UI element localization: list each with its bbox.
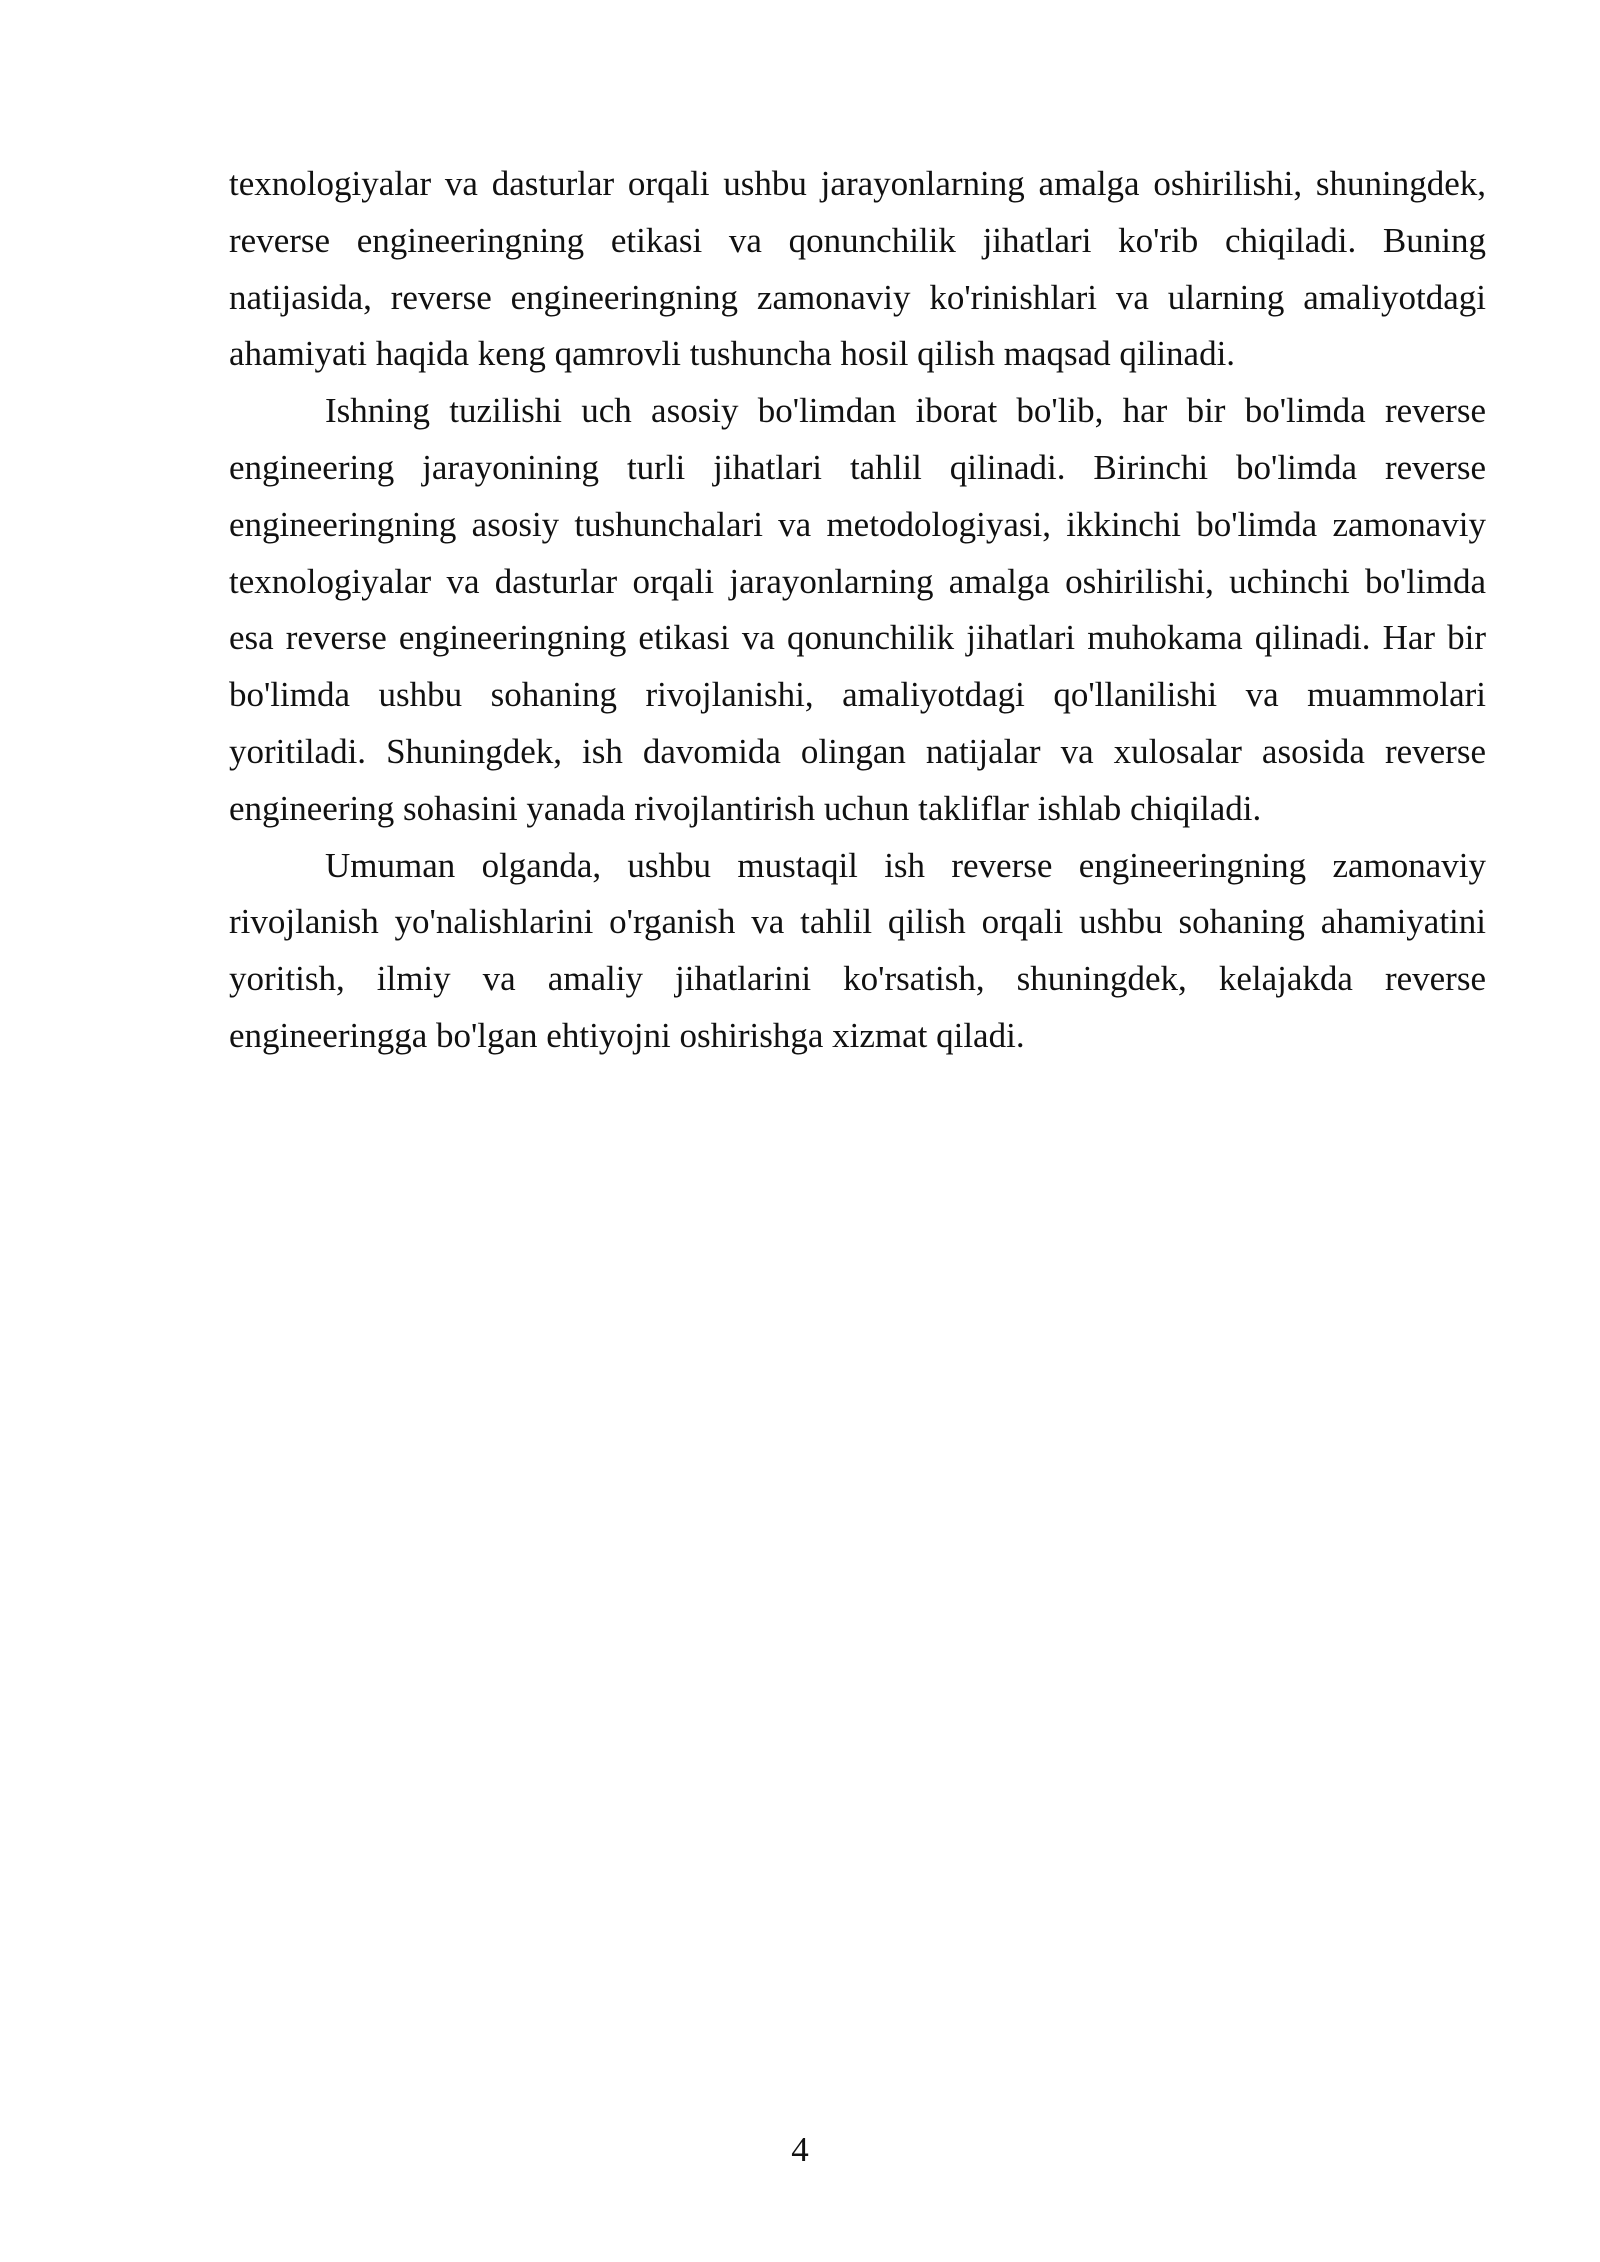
- paragraph-conclusion: Umuman olganda, ushbu mustaqil ish reverse engineeringning zamonaviy rivojlanish yo'nalishlarini o'rganish va tahlil qilish orqali ushbu sohaning ahamiyatini yoritish, ilmiy va amaliy jihatlarini ko'rsatish, shuningdek, kelajakda reverse engineeringga bo'lgan ehtiyojni oshirishga xizmat qiladi.: [229, 845, 1486, 1055]
- page-number: 4: [791, 2130, 809, 2169]
- paragraph-structure: Ishning tuzilishi uch asosiy bo'limdan iborat bo'lib, har bir bo'limda reverse engineering jarayonining turli jihatlari tahlil qilinadi. Birinchi bo'limda reverse engineeringning asosiy tushunchalari va metodologiyasi, ikkinchi bo'limda zamonaviy texnologiyalar va dasturlar orqali jarayonlarning amalga oshirilishi, uchinchi bo'limda esa reverse engineeringning etikasi va qonunchilik jihatlari muhokama qilinadi. Har bir bo'limda ushbu sohaning rivojlanishi, amaliyotdagi qo'llanilishi va muammolari yoritiladi. Shuningdek, ish davomida olingan natijalar va xulosalar asosida reverse engineering sohasini yanada rivojlantirish uchun takliflar ishlab chiqiladi.: [229, 391, 1486, 828]
- paragraph-continuation: texnologiyalar va dasturlar orqali ushbu jarayonlarning amalga oshirilishi, shuningdek, reverse engineeringning etikasi va qonunchilik jihatlari ko'rib chiqiladi. Buning natijasida, reverse engineeringning zamonaviy ko'rinishlari va ularning amaliyotdagi ahamiyati haqida keng qamrovli tushuncha hosil qilish maqsad qilinadi.: [229, 164, 1486, 374]
- body-text: [229, 156, 1486, 1065]
